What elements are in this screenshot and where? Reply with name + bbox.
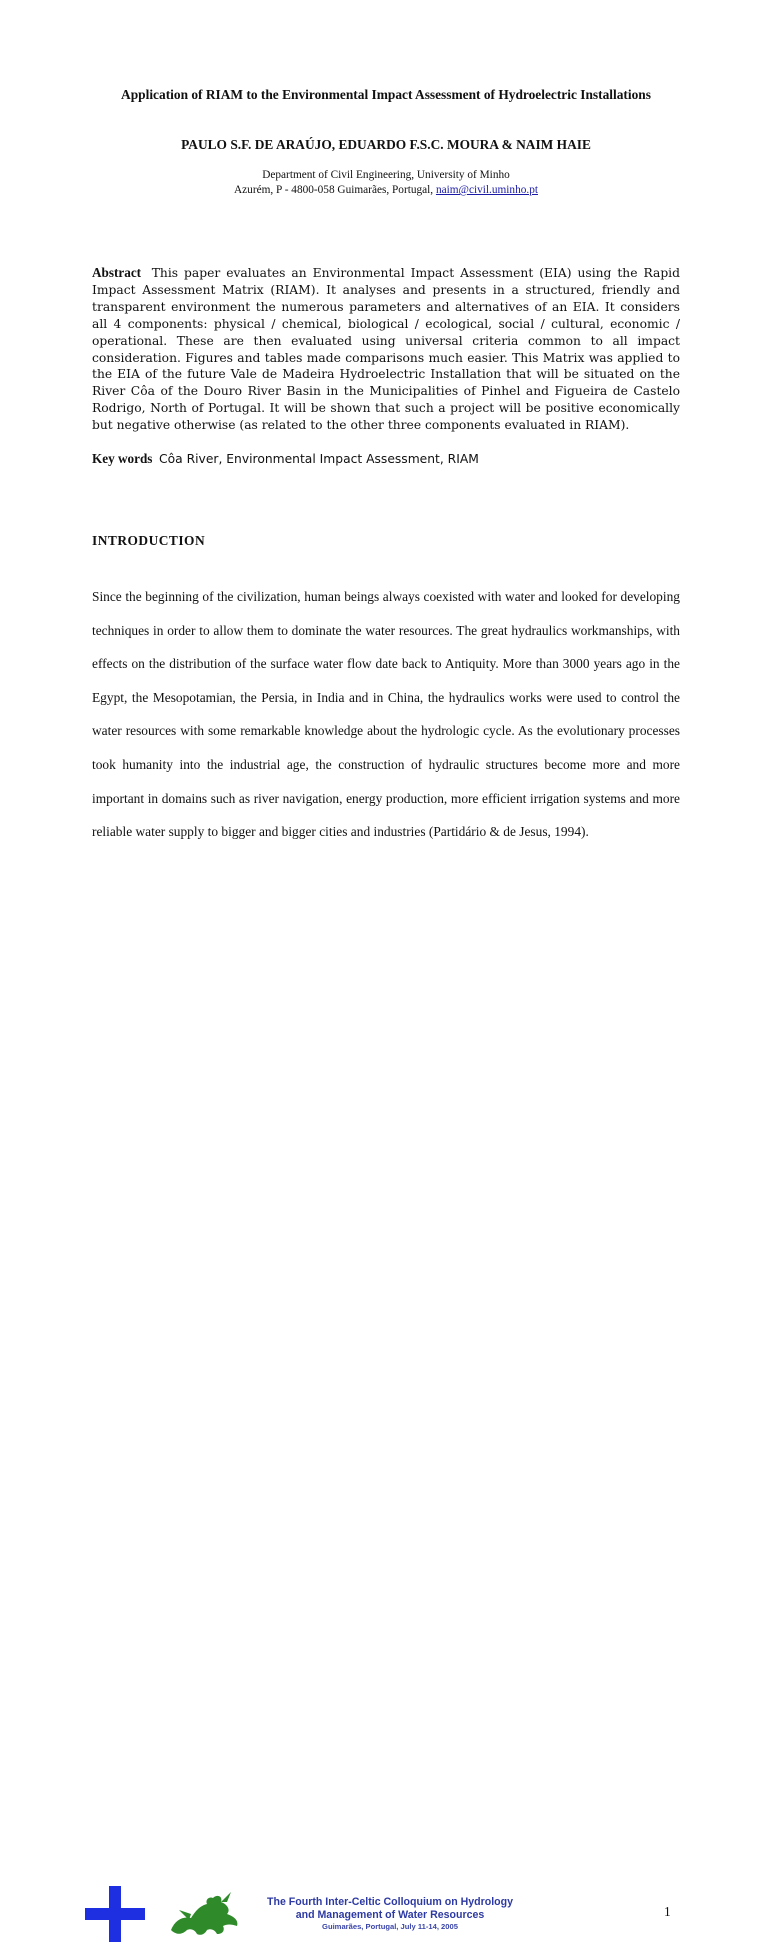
introduction-paragraph: Since the beginning of the civilization, human beings always coexisted with water and looked for developing techniques in order to allow them to dominate the water resources. The great hydraulics workmanships, with effects on the distribution of the surface water flow date back to Antiquity. More than 3000 years ago in the Egypt, the Mesopotamian, the Persia, in India and in China, the hydraulics works were used to control the water resources with some remarkable knowledge about the hydrologic cycle. As the evolutionary processes took humanity into the industrial age, the construction of hydraulic structures become more and more important in domains such as river navigation, energy production, more efficient irrigation systems and more reliable water supply to bigger and bigger cities and industries (Partidário & de Jesus, 1994). [92, 589, 680, 840]
paper-title: Application of RIAM to the Environmental Impact Assessment of Hydroelectric Installations [121, 87, 651, 102]
author-email-link[interactable]: naim@civil.uminho.pt [435, 184, 538, 196]
page-number: 1 [664, 1904, 671, 1919]
section-heading-introduction: INTRODUCTION [92, 533, 206, 548]
colloquium-line-2: and Management of Water Resources [295, 1908, 485, 1921]
paper-authors: PAULO S.F. DE ARAÚJO, EDUARDO F.S.C. MOURA & NAIM HAIE [181, 137, 591, 152]
keywords [92, 450, 680, 468]
colloquium-date-location: Guimarães, Portugal, July 11-14, 2005 [322, 1922, 458, 1931]
author-affiliation [92, 168, 680, 198]
affiliation-address-text: Azurém, P - 4800-058 Guimarães, Portugal, [234, 184, 436, 196]
abstract-label: Abstract [92, 265, 142, 280]
blue-cross-logo [85, 1886, 145, 1942]
abstract [92, 265, 680, 434]
keywords-text: Côa River, Environmental Impact Assessment, RIAM [159, 452, 479, 466]
colloquium-line-1: The Fourth Inter-Celtic Colloquium on Hydrology [267, 1896, 513, 1908]
keywords-label: Key words [92, 451, 153, 466]
affiliation-address [92, 183, 680, 198]
abstract-text: This paper evaluates an Environmental Impact Assessment (EIA) using the Rapid Impact Assessment Matrix (RIAM). It analyses and presents in a structured, friendly and transparent environment the numerous parameters and alternatives of an EIA. It considers all 4 components: physical / chemical, biological / ecological, social / cultural, economic / operational. These are then evaluated using universal criteria common to all impact consideration. Figures and tables made comparisons much easier. This Matrix was applied to the EIA of the future Vale de Madeira Hydroelectric Installation that will be situated on the River Côa of the Douro River Basin in the Municipalities of Pinhel and Figueira de Castelo Rodrigo, North of Portugal. It will be shown that such a project will be positive economically but negative otherwise (as related to the other three components evaluated in RIAM). [92, 266, 680, 433]
affiliation-department: Department of Civil Engineering, University of Minho [262, 169, 510, 181]
welsh-dragon-logo [165, 1890, 245, 1940]
colloquium-banner [240, 1896, 540, 1932]
page-footer [0, 940, 768, 1931]
